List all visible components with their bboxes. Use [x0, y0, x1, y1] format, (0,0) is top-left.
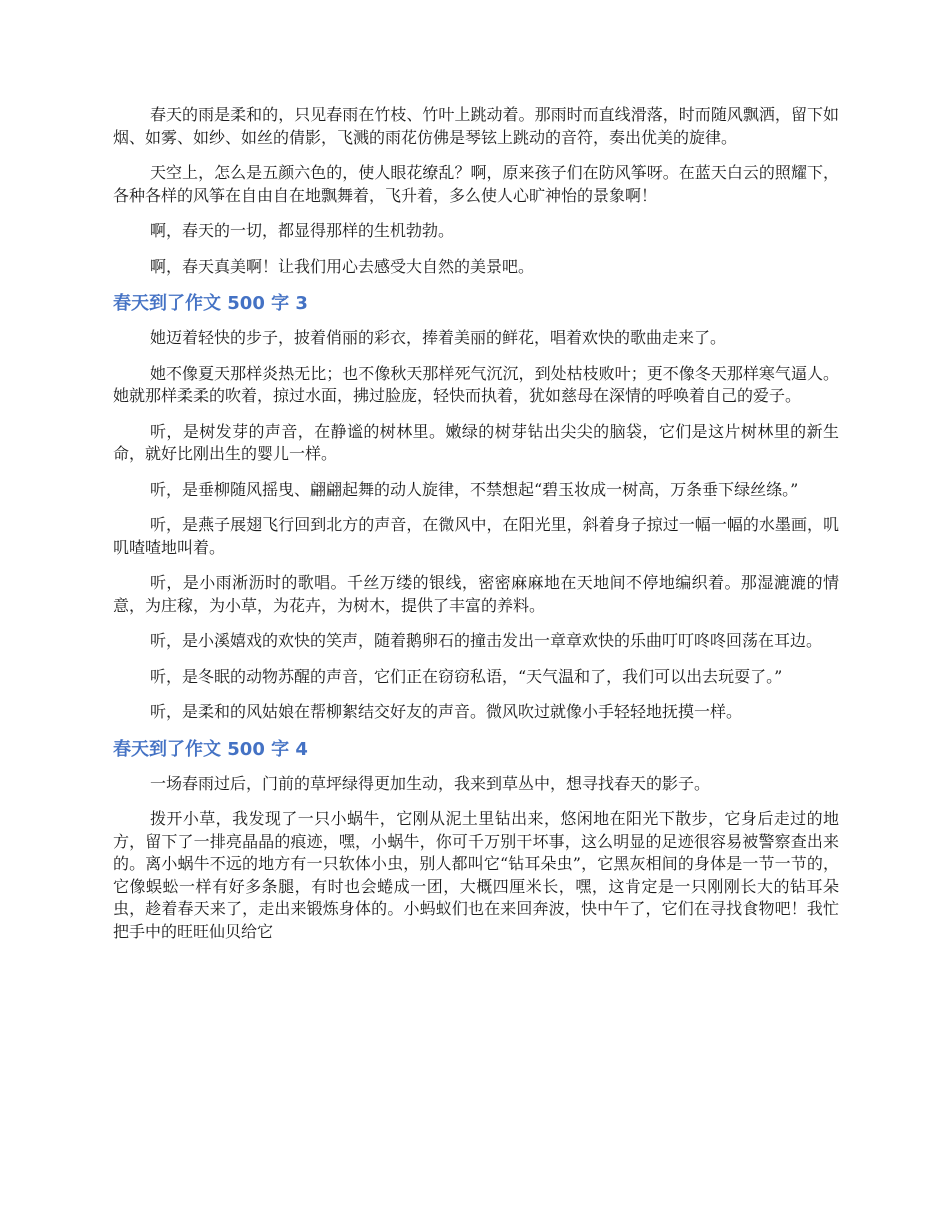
paragraph: 拨开小草，我发现了一只小蜗牛，它刚从泥土里钻出来，悠闲地在阳光下散步，它身后走过的地方，留下了一排亮晶晶的痕迹，嘿，小蜗牛，你可千万别干坏事，这么明显的足迹很容易被警察查出来的。离小蜗牛不远的地方有一只软体小虫，别人都叫它“钻耳朵虫”，它黑灰相间的身体是一节一节的，它像蜈蚣一样有好多条腿，有时也会蜷成一团，大概四厘米长，嘿，这肯定是一只刚刚长大的钻耳朵虫，趁着春天来了，走出来锻炼身体的。小蚂蚁们也在来回奔波，快中午了，它们在寻找食物吧！我忙把手中的旺旺仙贝给它 [113, 809, 839, 941]
paragraph: 听，是垂柳随风摇曳、翩翩起舞的动人旋律，不禁想起“碧玉妆成一树高，万条垂下绿丝绦。” [150, 479, 799, 499]
paragraph: 听，是小雨淅沥时的歌唱。千丝万缕的银线，密密麻麻地在天地间不停地编织着。那湿漉漉的情意，为庄稼，为小草，为花卉，为树木，提供了丰富的养料。 [113, 573, 839, 615]
paragraph: 天空上，怎么是五颜六色的，使人眼花缭乱？啊，原来孩子们在防风筝呀。在蓝天白云的照耀下，各种各样的风筝在自由自在地飘舞着，飞升着，多么使人心旷神怡的景象啊！ [113, 163, 839, 205]
document-page [113, 0, 839, 956]
paragraph: 啊，春天真美啊！让我们用心去感受大自然的美景吧。 [150, 256, 535, 276]
paragraph: 听，是燕子展翅飞行回到北方的声音，在微风中，在阳光里，斜着身子掠过一幅一幅的水墨画，叽叽喳喳地叫着。 [113, 515, 839, 557]
paragraph: 春天的雨是柔和的，只见春雨在竹枝、竹叶上跳动着。那雨时而直线滑落，时而随风飘洒，留下如烟、如雾、如纱、如丝的倩影，飞溅的雨花仿佛是琴铉上跳动的音符，奏出优美的旋律。 [113, 105, 839, 147]
paragraph: 听，是冬眠的动物苏醒的声音，它们正在窃窃私语，“天气温和了，我们可以出去玩耍了。” [150, 666, 783, 686]
section-heading-3: 春天到了作文 500 字 3 [113, 293, 308, 314]
paragraph: 听，是树发芽的声音，在静谧的树林里。嫩绿的树芽钻出尖尖的脑袋，它们是这片树林里的新生命，就好比刚出生的婴儿一样。 [113, 421, 839, 463]
paragraph: 她迈着轻快的步子，披着俏丽的彩衣，捧着美丽的鲜花，唱着欢快的歌曲走来了。 [150, 328, 727, 347]
paragraph: 听，是小溪嬉戏的欢快的笑声，随着鹅卵石的撞击发出一章章欢快的乐曲叮叮咚咚回荡在耳边。 [150, 631, 823, 650]
paragraph: 一场春雨过后，门前的草坪绿得更加生动，我来到草丛中，想寻找春天的影子。 [150, 773, 711, 793]
paragraph: 啊，春天的一切，都显得那样的生机勃勃。 [150, 221, 455, 240]
section-heading-4: 春天到了作文 500 字 4 [113, 738, 308, 760]
paragraph: 她不像夏天那样炎热无比；也不像秋天那样死气沉沉，到处枯枝败叶；更不像冬天那样寒气逼人。她就那样柔柔的吹着，掠过水面，拂过脸庞，轻快而执着，犹如慈母在深情的呼唤着自己的爱子。 [113, 363, 839, 405]
paragraph: 听，是柔和的风姑娘在帮柳絮结交好友的声音。微风吹过就像小手轻轻地抚摸一样。 [150, 702, 743, 721]
